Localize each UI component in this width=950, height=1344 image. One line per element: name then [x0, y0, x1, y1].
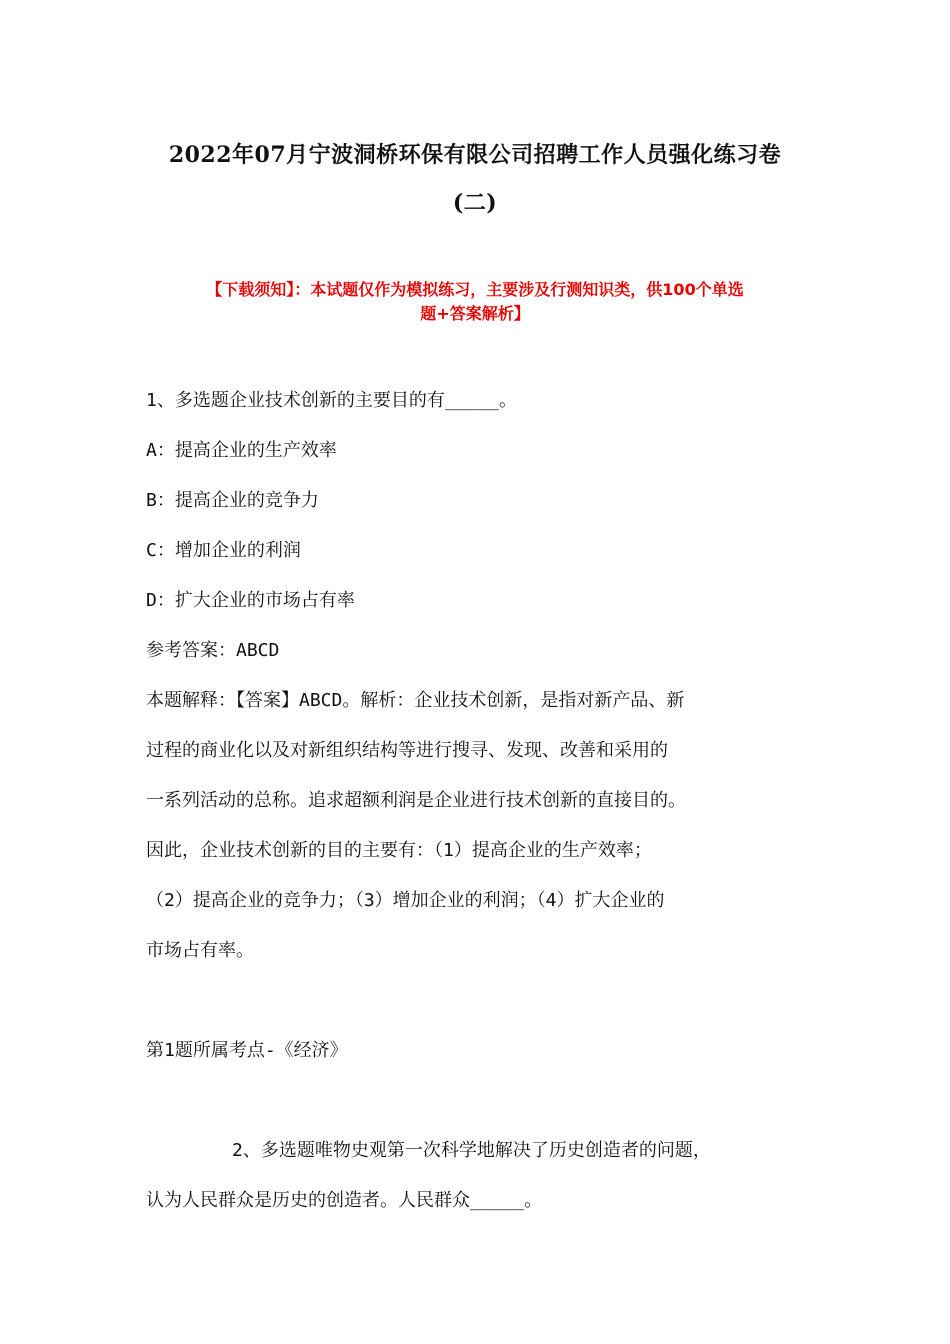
question-2-stem-continued: 认为人民群众是历史的创造者。人民群众_____。	[146, 1190, 543, 1211]
question-1-topic: 第1题所属考点-《经济》	[146, 1040, 348, 1061]
question-1-stem: 1、多选题企业技术创新的主要目的有_____。	[146, 390, 518, 411]
question-1-option-d: D：扩大企业的市场占有率	[146, 590, 355, 611]
question-1-option-c: C：增加企业的利润	[146, 540, 301, 561]
document-title-subtitle: (二)	[452, 190, 498, 216]
question-2-stem: 2、多选题唯物史观第一次科学地解决了历史创造者的问题，	[232, 1140, 711, 1161]
question-1-option-b: B：提高企业的竞争力	[146, 490, 319, 511]
question-1-explanation-line: 因此，企业技术创新的目的主要有：（1）提高企业的生产效率；	[146, 840, 652, 861]
document-title: 2022年07月宁波洞桥环保有限公司招聘工作人员强化练习卷	[168, 142, 782, 168]
question-1-option-a: A：提高企业的生产效率	[146, 440, 337, 461]
download-notice: 【下载须知】：本试题仅作为模拟练习，主要涉及行测知识类，供100个单选	[206, 280, 744, 299]
question-1-answer: 参考答案：ABCD	[146, 640, 280, 661]
download-notice-continued: 题+答案解析】	[420, 304, 530, 323]
question-1-explanation-line: 一系列活动的总称。追求超额利润是企业进行技术创新的直接目的。	[146, 790, 686, 811]
question-1-explanation-line: （2）提高企业的竞争力；（3）增加企业的利润；（4）扩大企业的	[146, 890, 665, 911]
question-1-explanation-line: 本题解释：【答案】ABCD。解析：企业技术创新，是指对新产品、新	[146, 690, 685, 711]
question-1-explanation-line: 过程的商业化以及对新组织结构等进行搜寻、发现、改善和采用的	[146, 740, 668, 761]
question-1-explanation-line: 市场占有率。	[146, 940, 254, 961]
